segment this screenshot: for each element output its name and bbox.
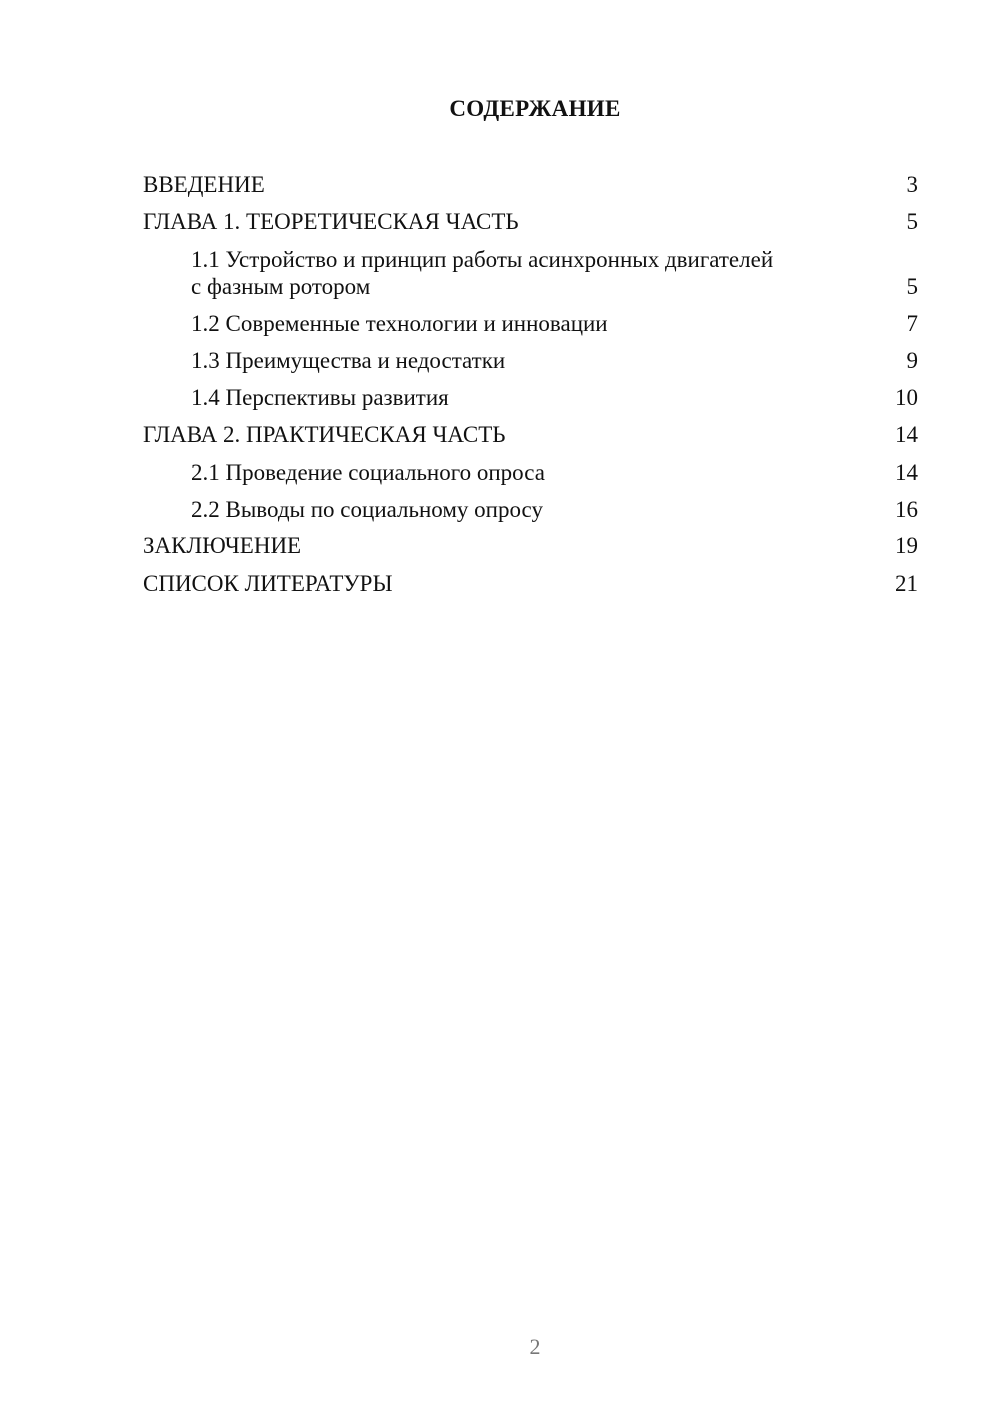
toc-entry-label: ГЛАВА 1. ТЕОРЕТИЧЕСКАЯ ЧАСТЬ — [143, 209, 519, 234]
toc-entry-label: ЗАКЛЮЧЕНИЕ — [143, 533, 302, 558]
toc-entry-label: ГЛАВА 2. ПРАКТИЧЕСКАЯ ЧАСТЬ — [143, 422, 506, 447]
toc-entry-page: 5 — [906, 209, 918, 234]
toc-entry-section-1-2 — [191, 310, 918, 337]
toc-entry-label-line-1: 1.1 Устройство и принцип работы асинхронных двигателей — [191, 247, 774, 272]
toc-entry-conclusion — [143, 532, 918, 559]
page-title: СОДЕРЖАНИЕ — [449, 96, 621, 121]
toc-entry-label: СПИСОК ЛИТЕРАТУРЫ — [143, 571, 393, 596]
toc-entry-page: 19 — [895, 533, 918, 558]
toc-entry-section-2-2 — [191, 496, 918, 523]
page-number: 2 — [529, 1334, 541, 1359]
toc-entry-chapter-1 — [143, 208, 918, 235]
toc-entry-section-1-4 — [191, 384, 918, 411]
toc-entry-section-1-1 — [191, 246, 918, 300]
toc-entry-page: 21 — [895, 571, 918, 596]
toc-entry-page: 16 — [895, 497, 918, 522]
toc-entry-label: 1.3 Преимущества и недостатки — [191, 348, 506, 373]
toc-entry-label: 2.2 Выводы по социальному опросу — [191, 497, 543, 522]
toc-entry-page: 3 — [906, 172, 918, 197]
toc-entry-label: ВВЕДЕНИЕ — [143, 172, 265, 197]
toc-entry-page: 10 — [895, 385, 918, 410]
toc-entry-label — [191, 246, 773, 300]
toc-entry-page: 9 — [906, 348, 918, 373]
toc-entry-section-1-3 — [191, 347, 918, 374]
toc-entry-section-2-1 — [191, 459, 918, 486]
toc-entry-page: 14 — [895, 460, 918, 485]
toc-entry-page: 14 — [895, 422, 918, 447]
toc-entry-chapter-2 — [143, 421, 918, 448]
toc-entry-label: 1.4 Перспективы развития — [191, 385, 449, 410]
toc-entry-page: 7 — [906, 311, 918, 336]
toc-entry-introduction — [143, 171, 918, 198]
toc-entry-page: 5 — [906, 274, 918, 299]
toc-entry-bibliography — [143, 570, 918, 597]
toc-entry-label: 1.2 Современные технологии и инновации — [191, 311, 608, 336]
toc-entry-label: 2.1 Проведение социального опроса — [191, 460, 545, 485]
toc-entry-label-line-2: с фазным ротором — [191, 274, 371, 299]
